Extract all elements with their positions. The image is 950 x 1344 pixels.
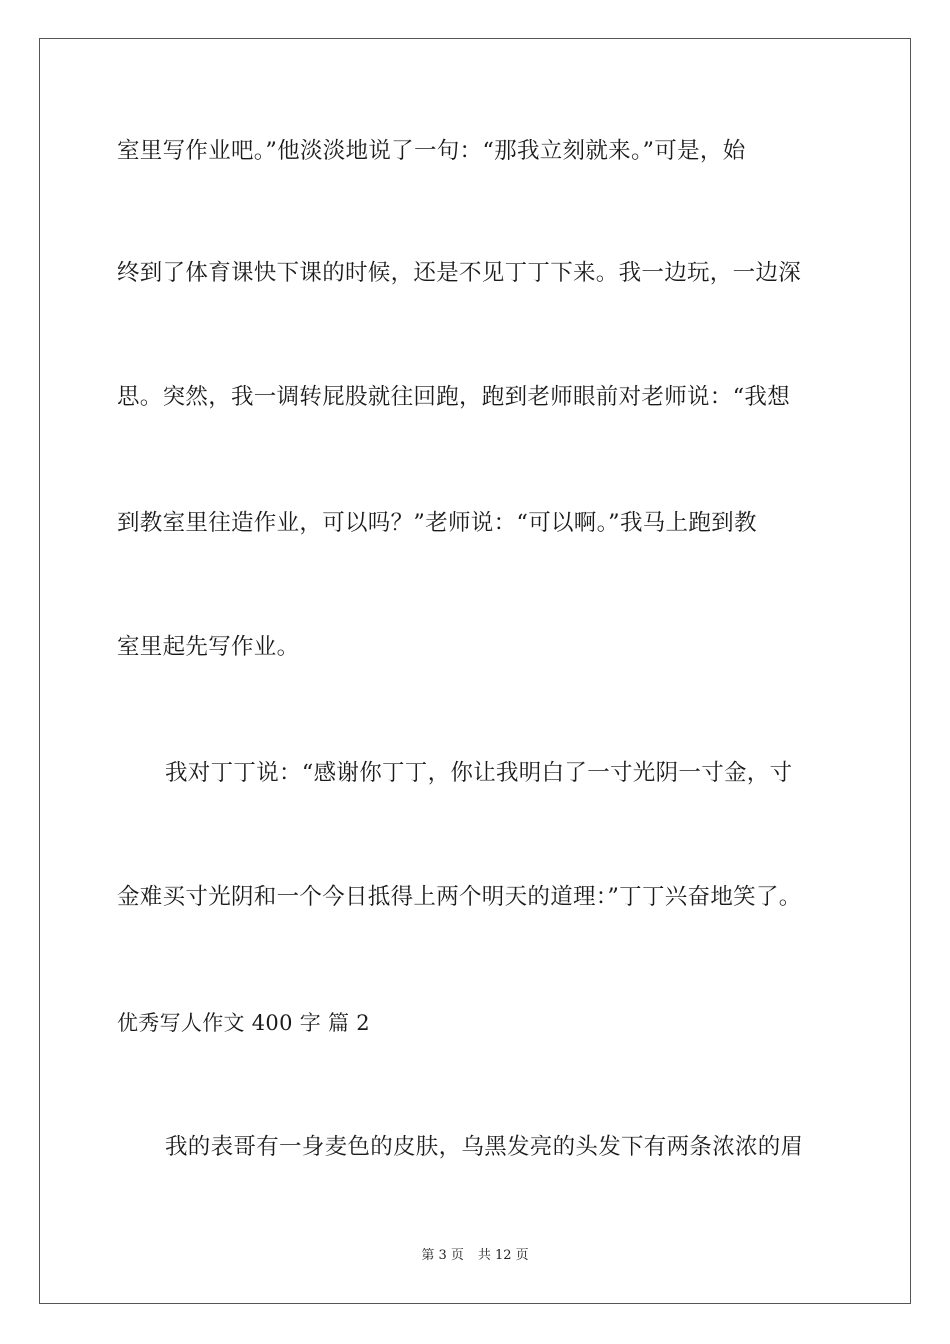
paragraph-line-5: 室里起先写作业。 bbox=[117, 634, 300, 660]
footer-total-pages: 共 12 页 bbox=[477, 1248, 529, 1263]
paragraph-line-1: 室里写作业吧。”他淡淡地说了一句：“那我立刻就来。”可是，始 bbox=[117, 138, 746, 164]
paragraph-line-4: 到教室里往造作业，可以吗？”老师说：“可以啊。”我马上跑到教 bbox=[117, 510, 757, 536]
paragraph-line-3: 思。突然，我一调转屁股就往回跑，跑到老师眼前对老师说：“我想 bbox=[117, 384, 791, 410]
paragraph-line-7: 金难买寸光阴和一个今日抵得上两个明天的道理：”丁丁兴奋地笑了。 bbox=[117, 884, 802, 910]
page-border bbox=[39, 38, 911, 1304]
footer-current-page: 第 3 页 bbox=[421, 1248, 464, 1263]
paragraph-line-6: 我对丁丁说：“感谢你丁丁，你让我明白了一寸光阴一寸金，寸 bbox=[165, 760, 793, 786]
paragraph-line-9: 我的表哥有一身麦色的皮肤，乌黑发亮的头发下有两条浓浓的眉 bbox=[165, 1134, 804, 1160]
paragraph-line-2: 终到了体育课快下课的时候，还是不见丁丁下来。我一边玩，一边深 bbox=[117, 260, 802, 286]
page-footer bbox=[0, 1246, 950, 1266]
section-heading: 优秀写人作文 400 字 篇 2 bbox=[117, 1011, 370, 1035]
